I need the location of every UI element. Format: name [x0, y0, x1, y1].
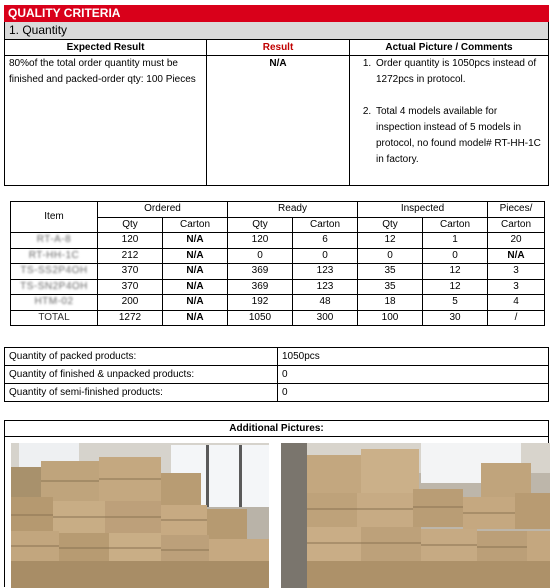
quantity-criteria-table	[4, 39, 549, 186]
ready-qty-total: 1050	[228, 310, 293, 326]
pieces-total: /	[488, 310, 545, 326]
item-code: HTM-02	[11, 295, 98, 311]
table-row	[11, 233, 545, 249]
comment-item: 1. Order quantity is 1050pcs instead of 1272pcs in protocol.	[374, 56, 544, 88]
ready-qty: 120	[228, 233, 293, 249]
item-quantity-table	[10, 201, 545, 326]
ready-qty: 192	[228, 295, 293, 311]
table-row	[11, 264, 545, 280]
pieces-per-carton: 20	[488, 233, 545, 249]
ready-qty: 369	[228, 264, 293, 280]
inspected-qty: 35	[358, 279, 423, 295]
inspected-carton: 0	[423, 248, 488, 264]
inspected-carton-total: 30	[423, 310, 488, 326]
item-code: RT-HH-1C	[11, 248, 98, 264]
total-label: TOTAL	[11, 310, 98, 326]
expected-line-1: 80%of the total order quantity must be	[9, 58, 178, 69]
ready-carton: 123	[293, 279, 358, 295]
table-row	[11, 248, 545, 264]
pieces-per-carton: N/A	[488, 248, 545, 264]
quality-criteria-banner: QUALITY CRITERIA	[4, 5, 549, 22]
ordered-qty: 120	[98, 233, 163, 249]
carton-stack-image	[281, 443, 550, 588]
summary-label: Quantity of semi-finished products:	[5, 384, 278, 402]
item-code: TS-SS2P4OH	[11, 264, 98, 280]
pieces-per-carton: 4	[488, 295, 545, 311]
item-code: RT-A-8	[11, 233, 98, 249]
ready-carton: 6	[293, 233, 358, 249]
ordered-carton: N/A	[163, 264, 228, 280]
ready-carton: 123	[293, 264, 358, 280]
ordered-qty: 370	[98, 264, 163, 280]
inspected-qty: 12	[358, 233, 423, 249]
inspected-carton: 1	[423, 233, 488, 249]
ready-carton: 48	[293, 295, 358, 311]
expected-result-header: Expected Result	[5, 40, 207, 56]
carton-stack-image	[11, 443, 269, 588]
ordered-carton: N/A	[163, 295, 228, 311]
actual-comments-header: Actual Picture / Comments	[350, 40, 549, 56]
summary-value: 0	[278, 366, 549, 384]
pieces-per-carton: 3	[488, 264, 545, 280]
inspected-header: Inspected	[358, 202, 488, 218]
additional-pictures-title: Additional Pictures:	[5, 421, 548, 437]
ready-qty: 369	[228, 279, 293, 295]
table-row	[11, 295, 545, 311]
item-code: TS-SN2P4OH	[11, 279, 98, 295]
ordered-header: Ordered	[98, 202, 228, 218]
total-row	[11, 310, 545, 326]
ordered-qty-total: 1272	[98, 310, 163, 326]
pieces-header: Pieces/	[488, 202, 545, 218]
item-header: Item	[11, 202, 98, 233]
ready-carton: 0	[293, 248, 358, 264]
inspected-qty-total: 100	[358, 310, 423, 326]
summary-value: 1050pcs	[278, 348, 549, 366]
sub-header-qty: Qty	[228, 217, 293, 233]
ordered-qty: 370	[98, 279, 163, 295]
inspected-carton: 12	[423, 264, 488, 280]
summary-row	[5, 366, 549, 384]
ordered-qty: 200	[98, 295, 163, 311]
ordered-qty: 212	[98, 248, 163, 264]
inspected-carton: 12	[423, 279, 488, 295]
inspected-qty: 35	[358, 264, 423, 280]
summary-table	[4, 347, 549, 402]
inspected-carton: 5	[423, 295, 488, 311]
expected-line-2: finished and packed-order qty: 100 Pieces	[9, 74, 196, 85]
table-row	[11, 279, 545, 295]
warehouse-photo-right	[281, 443, 550, 588]
comments-cell	[350, 56, 549, 186]
sub-header-carton: Carton	[488, 217, 545, 233]
inspected-qty: 18	[358, 295, 423, 311]
additional-pictures-panel	[4, 420, 549, 587]
summary-label: Quantity of packed products:	[5, 348, 278, 366]
ordered-carton: N/A	[163, 279, 228, 295]
ready-qty: 0	[228, 248, 293, 264]
summary-value: 0	[278, 384, 549, 402]
sub-header-carton: Carton	[163, 217, 228, 233]
summary-label: Quantity of finished & unpacked products:	[5, 366, 278, 384]
comments-list	[354, 56, 544, 168]
ordered-carton: N/A	[163, 233, 228, 249]
ordered-carton: N/A	[163, 248, 228, 264]
comment-item: 2. Total 4 models available for inspection instead of 5 models in protocol, no found model# RT-HH-1C in factory.	[374, 104, 544, 168]
ordered-carton-total: N/A	[163, 310, 228, 326]
inspected-qty: 0	[358, 248, 423, 264]
result-cell: N/A	[207, 56, 350, 186]
ready-carton-total: 300	[293, 310, 358, 326]
sub-header-carton: Carton	[293, 217, 358, 233]
expected-result-cell	[5, 56, 207, 186]
ready-header: Ready	[228, 202, 358, 218]
sub-header-qty: Qty	[98, 217, 163, 233]
sub-header-carton: Carton	[423, 217, 488, 233]
result-header: Result	[207, 40, 350, 56]
summary-row	[5, 384, 549, 402]
sub-header-qty: Qty	[358, 217, 423, 233]
summary-row	[5, 348, 549, 366]
pieces-per-carton: 3	[488, 279, 545, 295]
warehouse-photo-left	[11, 443, 269, 588]
section-title: 1. Quantity	[4, 22, 549, 39]
